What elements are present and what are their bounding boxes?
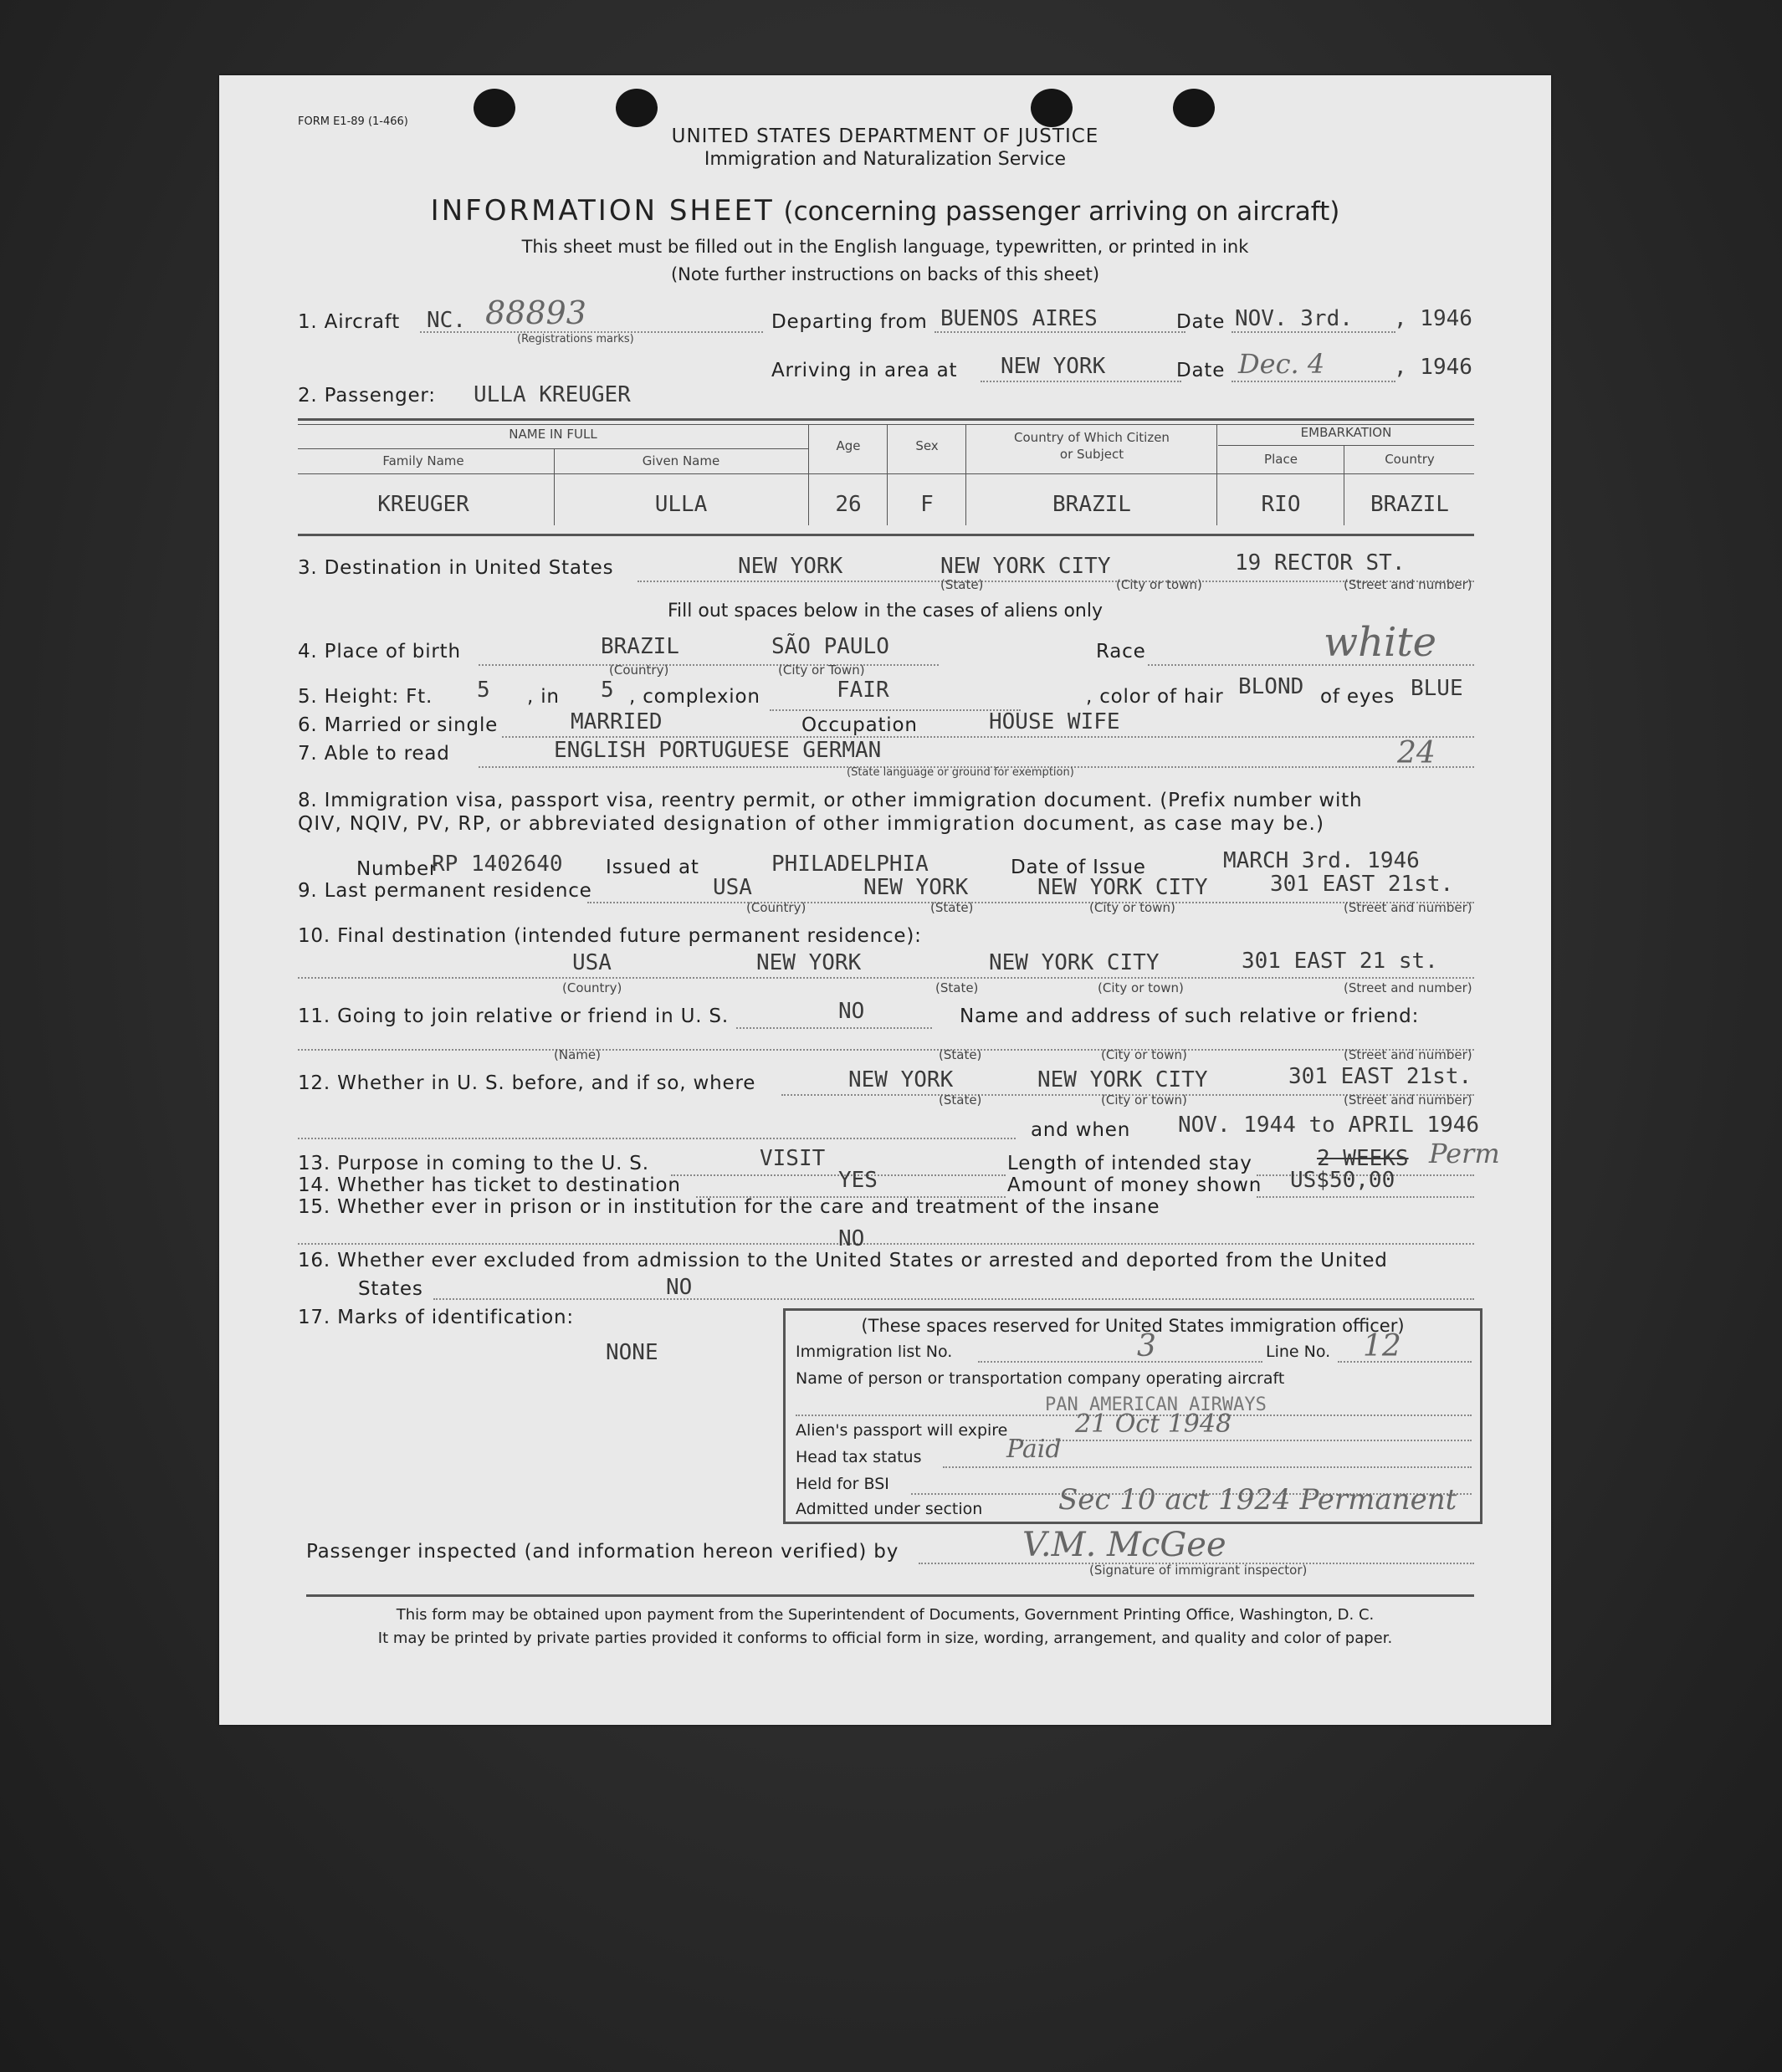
- cell-sex: F: [920, 492, 934, 517]
- q10-city: NEW YORK CITY: [989, 950, 1160, 975]
- q8-line-2: QIV, NQIV, PV, RP, or abbreviated designation of other immigration document, as case may be.): [298, 813, 1325, 835]
- list-value: 3: [1137, 1329, 1156, 1363]
- q7-caption: (State language or ground for exemption): [847, 766, 1074, 779]
- eyes-value: BLUE: [1411, 676, 1463, 701]
- q12-cap-city: (City or town): [1101, 1092, 1187, 1108]
- q16-line-2: States: [358, 1278, 423, 1300]
- q4-label: 4. Place of birth: [298, 641, 461, 663]
- form-number: FORM E1-89 (1-466): [298, 115, 408, 128]
- agency-name: UNITED STATES DEPARTMENT OF JUSTICE: [671, 125, 1099, 147]
- height-ft: 5: [477, 678, 490, 703]
- q17-value: NONE: [606, 1340, 658, 1365]
- col-age: Age: [836, 438, 861, 453]
- q14-label: 14. Whether has ticket to destination: [298, 1174, 681, 1196]
- inspector-signature: V.M. McGee: [1022, 1526, 1226, 1564]
- line-label: Line No.: [1266, 1343, 1331, 1361]
- q4-cap-city: (City or Town): [778, 663, 865, 678]
- q8-line-1: 8. Immigration visa, passport visa, reentry permit, or other immigration document. (Prefix number with: [298, 790, 1363, 811]
- arrival-year: , 1946: [1394, 355, 1472, 380]
- departure-date: NOV. 3rd.: [1235, 306, 1353, 331]
- passport-value: 21 Oct 1948: [1075, 1409, 1232, 1439]
- cell-given-name: ULLA: [654, 492, 708, 517]
- q3-cap-city: (City or town): [1116, 577, 1202, 592]
- q4-cap-country: (Country): [609, 663, 669, 678]
- officer-box: [783, 1308, 1482, 1524]
- passport-label: Alien's passport will expire: [796, 1421, 1008, 1440]
- q3-cap-state: (State): [940, 577, 984, 592]
- aliens-note: Fill out spaces below in the cases of aliens only: [667, 601, 1103, 622]
- col-country: Country: [1385, 452, 1435, 467]
- q9-cap-country: (Country): [746, 900, 807, 915]
- cell-age: 26: [835, 492, 862, 517]
- q9-country: USA: [713, 875, 752, 900]
- arrival-date: Dec. 4: [1238, 348, 1325, 380]
- col-name-in-full: NAME IN FULL: [509, 427, 597, 442]
- cell-family-name: KREUGER: [377, 492, 469, 517]
- cell-place: RIO: [1261, 492, 1301, 517]
- q11-cap-name: (Name): [554, 1047, 601, 1062]
- footer-line-1: This form may be obtained upon payment from the Superintendent of Documents, Government Printing Office, Washington, D. C.: [396, 1606, 1375, 1624]
- company-value: PAN AMERICAN AIRWAYS: [1045, 1394, 1267, 1415]
- q12-when-label: and when: [1031, 1119, 1131, 1141]
- marital-value: MARRIED: [571, 709, 663, 734]
- q9-cap-city: (City or town): [1089, 900, 1175, 915]
- q9-state: NEW YORK: [863, 875, 969, 900]
- q17-label: 17. Marks of identification:: [298, 1307, 574, 1328]
- punch-hole: [1173, 89, 1215, 127]
- q12-state: NEW YORK: [848, 1067, 954, 1092]
- arriving-label: Arriving in area at: [771, 360, 958, 381]
- aircraft-label: 1. Aircraft: [298, 311, 401, 333]
- information-sheet: [219, 75, 1551, 1725]
- q7-label: 7. Able to read: [298, 743, 450, 765]
- cell-citizen: BRAZIL: [1052, 492, 1131, 517]
- cell-country: BRAZIL: [1370, 492, 1449, 517]
- passenger-label: 2. Passenger:: [298, 385, 436, 407]
- q6-label: 6. Married or single: [298, 714, 499, 736]
- date2-label: Date: [1176, 360, 1226, 381]
- punch-hole: [474, 89, 515, 127]
- q9-label: 9. Last permanent residence: [298, 880, 592, 902]
- q11-name-label: Name and address of such relative or friend:: [960, 1005, 1420, 1027]
- q9-city: NEW YORK CITY: [1037, 875, 1208, 900]
- arriving-value: NEW YORK: [1001, 354, 1106, 379]
- q12-when: NOV. 1944 to APRIL 1946: [1178, 1113, 1480, 1138]
- col-citizen-2: or Subject: [1059, 447, 1124, 462]
- stay-label: Length of intended stay: [1007, 1153, 1252, 1174]
- q11-cap-street: (Street and number): [1344, 1047, 1472, 1062]
- aircraft-number: 88893: [485, 294, 586, 331]
- title-main: INFORMATION SHEET: [430, 194, 775, 228]
- q3-cap-street: (Street and number): [1344, 577, 1472, 592]
- col-place: Place: [1264, 452, 1298, 467]
- punch-hole: [1031, 89, 1073, 127]
- tax-value: Paid: [1006, 1435, 1062, 1464]
- inspected-label: Passenger inspected (and information hereon verified) by: [306, 1541, 899, 1563]
- q9-cap-street: (Street and number): [1344, 900, 1472, 915]
- q16-line-1: 16. Whether ever excluded from admission to the United States or arrested and deported from the United: [298, 1250, 1388, 1271]
- occupation-value: HOUSE WIFE: [989, 709, 1120, 734]
- q3-state: NEW YORK: [738, 554, 843, 579]
- q11-cap-city: (City or town): [1101, 1047, 1187, 1062]
- col-given-name: Given Name: [642, 453, 720, 468]
- q15-value: NO: [838, 1226, 865, 1251]
- q15-label: 15. Whether ever in prison or in institution for the care and treatment of the insane: [298, 1196, 1160, 1218]
- line-value: 12: [1363, 1329, 1401, 1363]
- col-sex: Sex: [915, 438, 939, 453]
- aircraft-prefix: NC.: [427, 308, 466, 333]
- q11-value: NO: [838, 999, 865, 1024]
- departure-year: , 1946: [1394, 306, 1472, 331]
- q13-value: VISIT: [760, 1146, 826, 1171]
- q12-city: NEW YORK CITY: [1037, 1067, 1208, 1092]
- eyes-label: of eyes: [1320, 686, 1395, 708]
- number-label: Number: [356, 858, 438, 880]
- q12-cap-street: (Street and number): [1344, 1092, 1472, 1108]
- q13-label: 13. Purpose in coming to the U. S.: [298, 1153, 649, 1174]
- departing-label: Departing from: [771, 311, 928, 333]
- stay-hand: Perm: [1429, 1138, 1500, 1169]
- q10-street: 301 EAST 21 st.: [1242, 949, 1438, 974]
- punch-hole: [616, 89, 658, 127]
- q12-cap-state: (State): [939, 1092, 982, 1108]
- col-citizen: Country of Which Citizen: [1014, 430, 1170, 445]
- registration-caption: (Registrations marks): [517, 333, 634, 345]
- date-label: Date: [1176, 311, 1226, 333]
- departing-value: BUENOS AIRES: [940, 306, 1098, 331]
- q5-label: 5. Height: Ft.: [298, 686, 433, 708]
- page-title: [219, 194, 1551, 228]
- section-label: Admitted under section: [796, 1500, 983, 1518]
- q11-label: 11. Going to join relative or friend in U. S.: [298, 1005, 729, 1027]
- q10-label: 10. Final destination (intended future permanent residence):: [298, 925, 922, 947]
- bsi-label: Held for BSI: [796, 1475, 889, 1493]
- footer-line-2: It may be printed by private parties provided it conforms to official form in size, wording, arrangement, and quality and color of paper.: [377, 1629, 1393, 1647]
- q4-city: SÃO PAULO: [771, 634, 889, 659]
- passenger-value: ULLA KREUGER: [474, 382, 631, 407]
- q11-cap-state: (State): [939, 1047, 982, 1062]
- height-in-label: , in: [527, 686, 560, 708]
- race-label: Race: [1096, 641, 1146, 663]
- money-label: Amount of money shown: [1007, 1174, 1262, 1196]
- complexion-value: FAIR: [837, 678, 889, 703]
- col-family-name: Family Name: [382, 453, 464, 468]
- doi-label: Date of Issue: [1011, 857, 1146, 878]
- list-label: Immigration list No.: [796, 1343, 953, 1361]
- q10-state: NEW YORK: [756, 950, 862, 975]
- instructions-line-2: (Note further instructions on backs of this sheet): [670, 264, 1100, 284]
- q12-label: 12. Whether in U. S. before, and if so, where: [298, 1072, 756, 1094]
- q3-label: 3. Destination in United States: [298, 557, 614, 579]
- q10-cap-city: (City or town): [1098, 980, 1184, 995]
- q7-mark: 24: [1397, 736, 1436, 770]
- hair-value: BLOND: [1238, 674, 1304, 699]
- q9-cap-state: (State): [930, 900, 974, 915]
- document-number: RP 1402640: [432, 852, 563, 877]
- race-value: white: [1324, 619, 1437, 666]
- q3-street: 19 RECTOR ST.: [1235, 550, 1406, 576]
- q4-country: BRAZIL: [601, 634, 679, 659]
- title-sub: (concerning passenger arriving on aircraft): [783, 197, 1340, 227]
- stay-value: 2 WEEKS: [1317, 1146, 1409, 1171]
- issued-value: PHILADELPHIA: [771, 852, 929, 877]
- q14-value: YES: [838, 1168, 878, 1193]
- q10-cap-street: (Street and number): [1344, 980, 1472, 995]
- company-label: Name of person or transportation company operating aircraft: [796, 1369, 1285, 1388]
- col-embarkation: EMBARKATION: [1300, 425, 1392, 440]
- instructions-line-1: This sheet must be filled out in the English language, typewritten, or printed in ink: [521, 237, 1249, 257]
- q10-country: USA: [572, 950, 612, 975]
- q16-value: NO: [666, 1275, 693, 1300]
- languages-value: ENGLISH PORTUGUESE GERMAN: [554, 738, 882, 763]
- height-in: 5: [601, 678, 614, 703]
- q3-city: NEW YORK CITY: [940, 554, 1111, 579]
- q9-street: 301 EAST 21st.: [1270, 872, 1454, 897]
- tax-label: Head tax status: [796, 1448, 922, 1466]
- section-value: Sec 10 act 1924 Permanent: [1058, 1483, 1457, 1517]
- issued-label: Issued at: [606, 857, 699, 878]
- service-name: Immigration and Naturalization Service: [704, 149, 1067, 170]
- officer-header: (These spaces reserved for United States immigration officer): [861, 1316, 1405, 1336]
- occupation-label: Occupation: [801, 714, 918, 736]
- q12-street: 301 EAST 21st.: [1288, 1064, 1472, 1089]
- signature-caption: (Signature of immigrant inspector): [1089, 1563, 1308, 1578]
- money-value: US$50,00: [1290, 1168, 1395, 1193]
- q10-cap-country: (Country): [562, 980, 622, 995]
- doi-value: MARCH 3rd. 1946: [1223, 848, 1420, 873]
- hair-label: , color of hair: [1086, 686, 1224, 708]
- complexion-label: , complexion: [629, 686, 760, 708]
- q10-cap-state: (State): [935, 980, 979, 995]
